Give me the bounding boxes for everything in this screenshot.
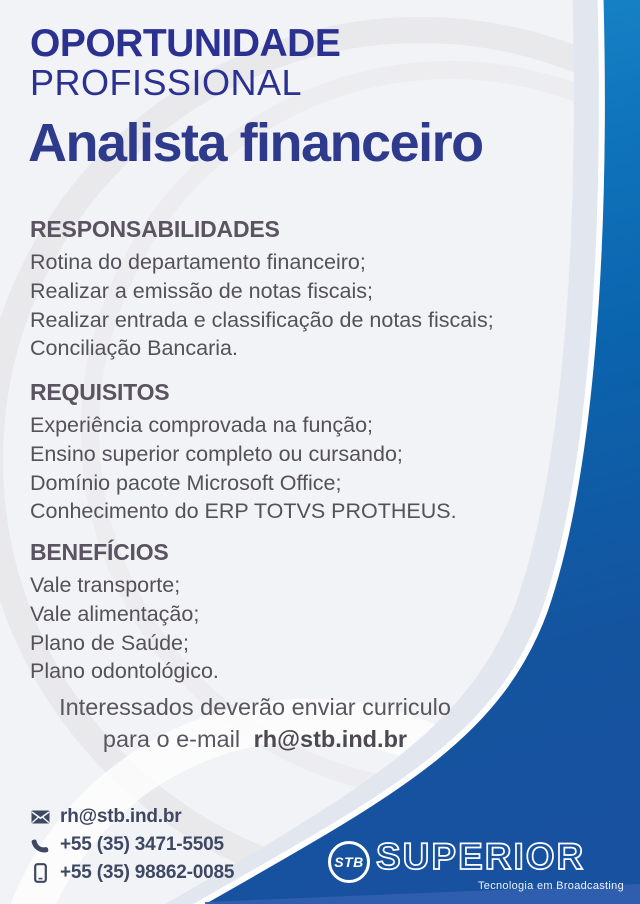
section-heading: BENEFÍCIOS [30, 539, 169, 565]
section-responsibilities [30, 216, 550, 363]
cta-apply-instructions [20, 692, 490, 755]
list-item: Conciliação Bancaria. [30, 336, 238, 361]
job-title: Analista financeiro [28, 113, 483, 173]
list-item: Plano de Saúde; [30, 630, 189, 655]
company-name: SUPERIOR [376, 836, 586, 877]
list-item: Experiência comprovada na função; [30, 413, 374, 437]
list-item: Ensino superior completo ou cursando; [30, 441, 403, 466]
section-heading: RESPONSABILIDADES [30, 216, 280, 242]
list-item: Realizar entrada e classificação de notas fiscais; [30, 307, 494, 332]
list-item: Domínio pacote Microsoft Office; [30, 470, 342, 495]
mobile-phone-icon [30, 863, 50, 883]
headline-line2: PROFISSIONAL [30, 62, 303, 103]
list-item: Vale alimentação; [30, 601, 200, 626]
contact-mobile: +55 (35) 98862-0085 [60, 862, 235, 883]
contact-phone-row [30, 831, 234, 859]
list-item: Rotina do departamento financeiro; [30, 250, 366, 274]
section-heading: REQUISITOS [30, 379, 170, 405]
contact-email-row [30, 803, 234, 831]
contact-email: rh@stb.ind.br [60, 806, 182, 827]
list-item: Vale transporte; [30, 573, 181, 597]
list-item: Plano odontológico. [30, 659, 219, 684]
section-requirements [30, 379, 550, 526]
company-tagline: Tecnologia em Broadcasting [478, 880, 624, 892]
contact-phone: +55 (35) 3471-5505 [60, 834, 224, 855]
phone-icon [30, 836, 50, 855]
list-item: Conhecimento do ERP TOTVS PROTHEUS. [30, 499, 457, 524]
cta-email: rh@stb.ind.br [253, 725, 408, 752]
company-logo [328, 836, 624, 898]
envelope-icon [30, 810, 50, 824]
cta-line2-prefix: para o e-mail [102, 725, 241, 752]
cta-line1: Interessados deverão enviar curriculo [59, 694, 451, 720]
section-benefits [30, 539, 550, 686]
contact-block [30, 803, 234, 887]
stb-badge-icon: STB [328, 841, 370, 883]
contact-mobile-row [30, 859, 234, 887]
list-item: Realizar a emissão de notas fiscais; [30, 278, 373, 303]
headline-line1: OPORTUNIDADE [30, 22, 341, 65]
cta-line2 [20, 724, 490, 756]
